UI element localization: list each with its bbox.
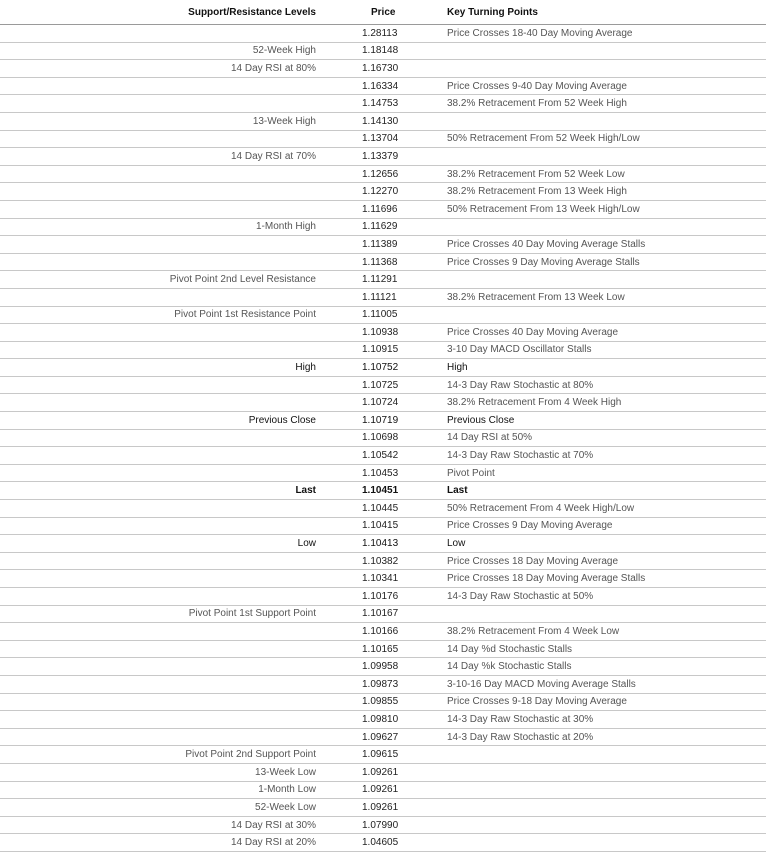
price-cell: 1.10915 [322,341,444,359]
turning-point-cell: High [444,359,766,377]
table-row [0,763,766,781]
turning-point-cell [444,834,766,852]
turning-point-cell: Price Crosses 9-40 Day Moving Average [444,77,766,95]
header-row [0,0,766,25]
turning-point-cell: 14-3 Day Raw Stochastic at 50% [444,588,766,606]
level-cell [0,588,322,606]
level-cell [0,464,322,482]
turning-point-cell: 14-3 Day Raw Stochastic at 20% [444,728,766,746]
turning-point-cell: Pivot Point [444,464,766,482]
price-cell: 1.10542 [322,447,444,465]
level-cell: Pivot Point 2nd Level Resistance [0,271,322,289]
turning-point-cell: Price Crosses 18-40 Day Moving Average [444,25,766,43]
price-cell: 1.10752 [322,359,444,377]
level-cell: Pivot Point 1st Resistance Point [0,306,322,324]
turning-point-cell: 14 Day %k Stochastic Stalls [444,658,766,676]
price-cell: 1.11629 [322,218,444,236]
table-row [0,746,766,764]
turning-point-cell [444,112,766,130]
table-row [0,112,766,130]
table-row [0,341,766,359]
level-cell [0,376,322,394]
turning-point-cell: 38.2% Retracement From 13 Week High [444,183,766,201]
price-cell: 1.13704 [322,130,444,148]
level-cell [0,693,322,711]
table-row [0,60,766,78]
table-row [0,675,766,693]
table-row [0,588,766,606]
turning-point-cell [444,746,766,764]
table-body [0,25,766,852]
table-row [0,640,766,658]
price-cell: 1.11368 [322,253,444,271]
level-cell: 13-Week Low [0,763,322,781]
price-cell: 1.12270 [322,183,444,201]
level-cell: 14 Day RSI at 20% [0,834,322,852]
level-cell [0,165,322,183]
table-row [0,570,766,588]
table-row [0,447,766,465]
table-row [0,324,766,342]
table-row [0,535,766,553]
table-row [0,25,766,43]
price-cell: 1.11005 [322,306,444,324]
table-row [0,658,766,676]
price-cell: 1.14130 [322,112,444,130]
turning-point-cell [444,42,766,60]
table-row [0,306,766,324]
price-cell: 1.09855 [322,693,444,711]
table-row [0,42,766,60]
level-cell [0,253,322,271]
level-cell: 14 Day RSI at 30% [0,816,322,834]
level-cell [0,623,322,641]
level-cell [0,95,322,113]
price-cell: 1.11389 [322,236,444,254]
price-cell: 1.09810 [322,711,444,729]
price-cell: 1.13379 [322,148,444,166]
level-cell [0,658,322,676]
turning-point-cell: Price Crosses 18 Day Moving Average [444,552,766,570]
level-cell [0,552,322,570]
level-cell [0,236,322,254]
level-cell: 52-Week High [0,42,322,60]
price-cell: 1.11696 [322,200,444,218]
turning-point-cell: 14-3 Day Raw Stochastic at 70% [444,447,766,465]
table-row [0,253,766,271]
level-cell: 13-Week High [0,112,322,130]
price-cell: 1.10166 [322,623,444,641]
turning-point-cell: 14 Day %d Stochastic Stalls [444,640,766,658]
level-cell: Previous Close [0,412,322,430]
level-cell [0,675,322,693]
turning-point-cell: Price Crosses 9-18 Day Moving Average [444,693,766,711]
header-support-resistance-levels: Support/Resistance Levels [0,0,322,25]
price-cell: 1.09261 [322,781,444,799]
turning-point-cell: 3-10 Day MACD Oscillator Stalls [444,341,766,359]
turning-point-cell [444,60,766,78]
turning-point-cell: Price Crosses 40 Day Moving Average [444,324,766,342]
level-cell [0,517,322,535]
turning-point-cell: 14 Day RSI at 50% [444,429,766,447]
turning-point-cell [444,148,766,166]
price-cell: 1.10382 [322,552,444,570]
price-cell: 1.10453 [322,464,444,482]
table-row [0,781,766,799]
table-row [0,552,766,570]
price-cell: 1.10413 [322,535,444,553]
turning-point-cell: 38.2% Retracement From 4 Week Low [444,623,766,641]
level-cell [0,570,322,588]
price-cell: 1.11121 [322,288,444,306]
table-row [0,605,766,623]
table-row [0,236,766,254]
turning-point-cell: 50% Retracement From 4 Week High/Low [444,500,766,518]
level-cell [0,130,322,148]
price-cell: 1.10176 [322,588,444,606]
price-cell: 1.10445 [322,500,444,518]
level-cell: Low [0,535,322,553]
level-cell [0,341,322,359]
turning-point-cell: Low [444,535,766,553]
price-cell: 1.09261 [322,763,444,781]
table-row [0,130,766,148]
level-cell: High [0,359,322,377]
table-row [0,517,766,535]
price-cell: 1.10724 [322,394,444,412]
level-cell [0,200,322,218]
price-cell: 1.10725 [322,376,444,394]
table-row [0,816,766,834]
price-cell: 1.11291 [322,271,444,289]
price-cell: 1.10698 [322,429,444,447]
price-cell: 1.04605 [322,834,444,852]
price-cell: 1.07990 [322,816,444,834]
table-row [0,95,766,113]
level-cell [0,183,322,201]
level-cell: 1-Month High [0,218,322,236]
header-price: Price [322,0,444,25]
price-cell: 1.09873 [322,675,444,693]
table-row [0,412,766,430]
turning-point-cell: Price Crosses 9 Day Moving Average [444,517,766,535]
table-row [0,711,766,729]
turning-point-cell: 50% Retracement From 13 Week High/Low [444,200,766,218]
level-cell [0,640,322,658]
turning-point-cell [444,799,766,817]
price-cell: 1.14753 [322,95,444,113]
price-cell: 1.10415 [322,517,444,535]
turning-point-cell: 3-10-16 Day MACD Moving Average Stalls [444,675,766,693]
price-cell: 1.10167 [322,605,444,623]
table-row [0,834,766,852]
table-row [0,200,766,218]
turning-point-cell: Price Crosses 9 Day Moving Average Stalls [444,253,766,271]
price-cell: 1.18148 [322,42,444,60]
level-cell [0,394,322,412]
level-cell [0,25,322,43]
price-cell: 1.10451 [322,482,444,500]
table-row [0,271,766,289]
price-cell: 1.16730 [322,60,444,78]
price-cell: 1.09261 [322,799,444,817]
turning-point-cell: Last [444,482,766,500]
header-key-turning-points: Key Turning Points [444,0,766,25]
table-row [0,728,766,746]
price-cell: 1.28113 [322,25,444,43]
level-cell [0,429,322,447]
turning-point-cell [444,271,766,289]
turning-point-cell: 38.2% Retracement From 52 Week High [444,95,766,113]
turning-point-cell [444,763,766,781]
table-row [0,218,766,236]
price-cell: 1.10938 [322,324,444,342]
level-cell: 1-Month Low [0,781,322,799]
table-row [0,148,766,166]
turning-point-cell: Previous Close [444,412,766,430]
table-header [0,0,766,25]
table-row [0,77,766,95]
table-row [0,394,766,412]
table-row [0,464,766,482]
level-cell: 14 Day RSI at 80% [0,60,322,78]
level-cell [0,324,322,342]
turning-point-cell: Price Crosses 18 Day Moving Average Stalls [444,570,766,588]
turning-point-cell: 38.2% Retracement From 52 Week Low [444,165,766,183]
turning-point-cell: Price Crosses 40 Day Moving Average Stalls [444,236,766,254]
table-row [0,693,766,711]
price-cell: 1.10165 [322,640,444,658]
level-cell: Pivot Point 2nd Support Point [0,746,322,764]
turning-point-cell [444,218,766,236]
turning-point-cell [444,781,766,799]
price-cell: 1.10719 [322,412,444,430]
turning-point-cell: 38.2% Retracement From 4 Week High [444,394,766,412]
price-cell: 1.12656 [322,165,444,183]
level-cell: Last [0,482,322,500]
level-cell [0,77,322,95]
table-row [0,183,766,201]
price-cell: 1.09958 [322,658,444,676]
turning-point-cell [444,605,766,623]
turning-point-cell [444,816,766,834]
table-row [0,376,766,394]
price-cell: 1.09615 [322,746,444,764]
table-row [0,165,766,183]
price-cell: 1.09627 [322,728,444,746]
turning-point-cell: 14-3 Day Raw Stochastic at 30% [444,711,766,729]
price-cell: 1.16334 [322,77,444,95]
table-row [0,500,766,518]
turning-point-cell [444,306,766,324]
turning-point-cell: 14-3 Day Raw Stochastic at 80% [444,376,766,394]
price-cell: 1.10341 [322,570,444,588]
table-row [0,623,766,641]
level-cell: 14 Day RSI at 70% [0,148,322,166]
level-cell [0,728,322,746]
table-row [0,482,766,500]
table-row [0,288,766,306]
turning-point-cell: 38.2% Retracement From 13 Week Low [444,288,766,306]
table-row [0,799,766,817]
table-row [0,359,766,377]
table-row [0,429,766,447]
level-cell [0,500,322,518]
turning-point-cell: 50% Retracement From 52 Week High/Low [444,130,766,148]
level-cell: 52-Week Low [0,799,322,817]
level-cell [0,711,322,729]
level-cell [0,288,322,306]
level-cell [0,447,322,465]
level-cell: Pivot Point 1st Support Point [0,605,322,623]
